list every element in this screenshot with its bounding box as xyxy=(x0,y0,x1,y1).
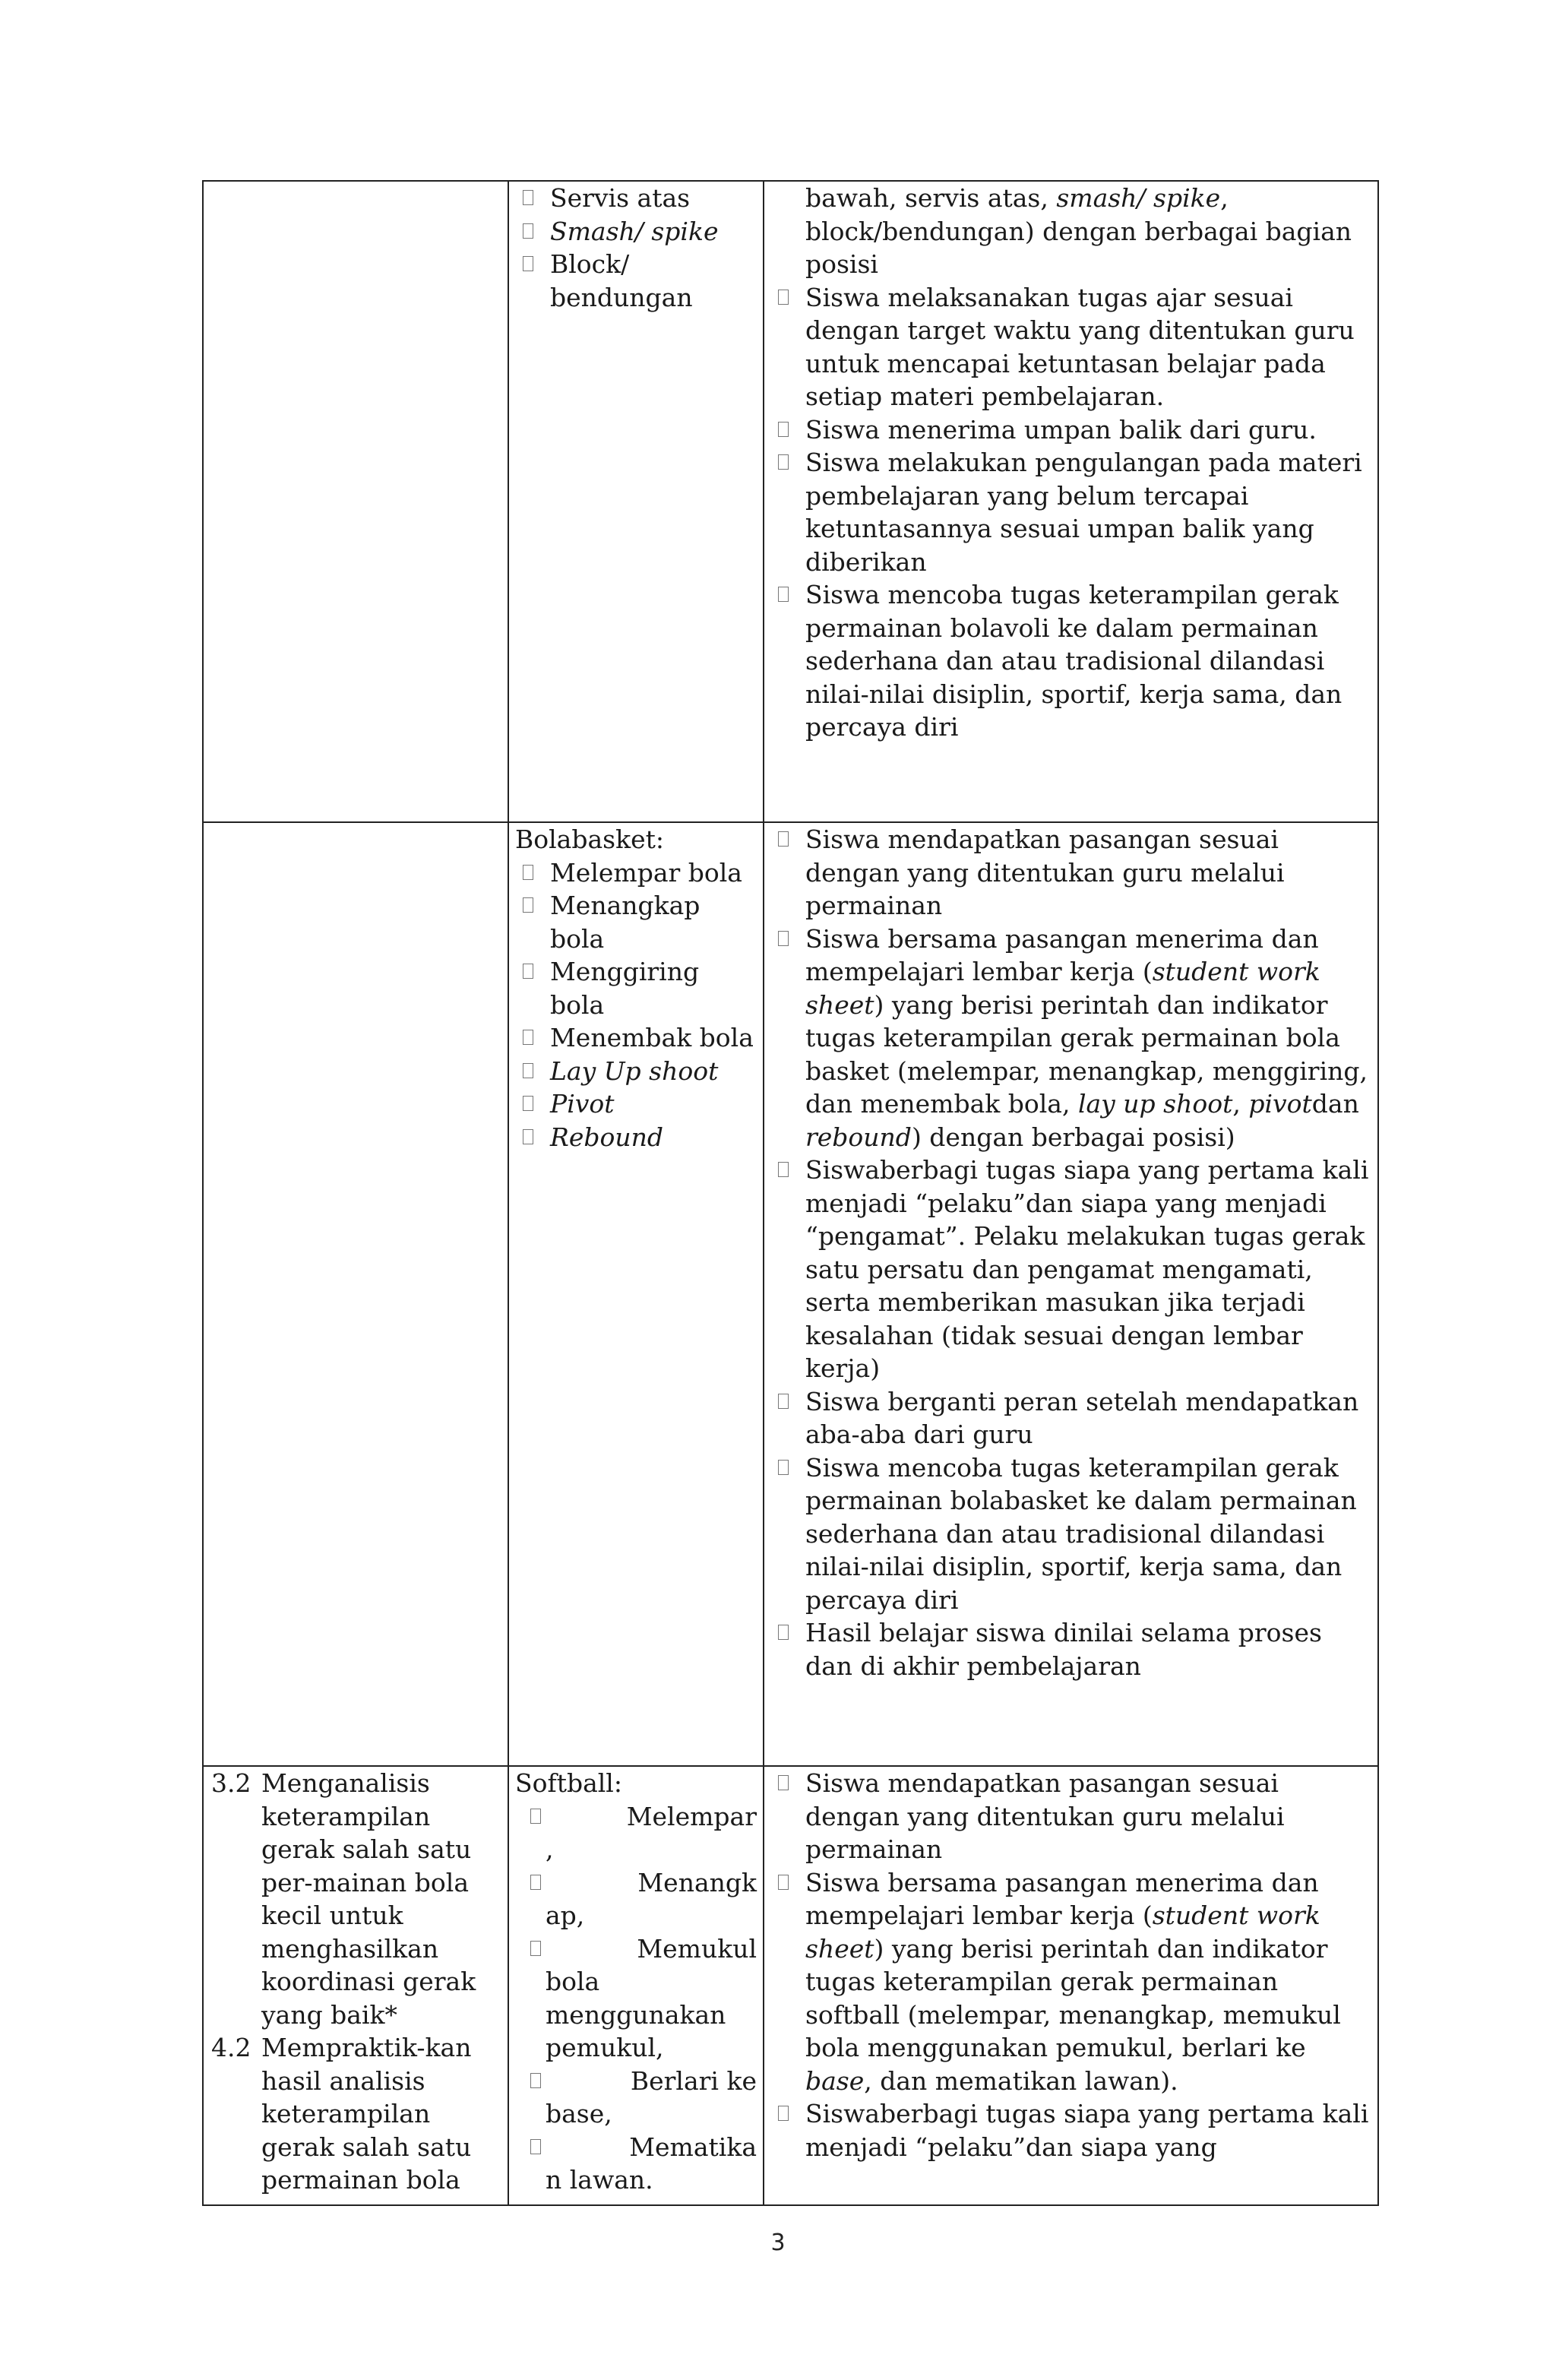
materi-item xyxy=(515,1121,757,1154)
materi-item xyxy=(515,248,757,314)
bullet-box-icon xyxy=(778,1875,789,1890)
bullet-box-icon xyxy=(523,1129,533,1144)
kegiatan-item xyxy=(770,413,1371,447)
materi-item-text: Rebound xyxy=(550,1122,663,1152)
materi-item xyxy=(515,182,757,215)
kegiatan-item-text: Siswaberbagi tugas siapa yang pertama kali menjadi “pelaku”dan siapa yang xyxy=(805,2099,1369,2162)
kegiatan-item xyxy=(770,1451,1371,1617)
bullet-box-icon xyxy=(530,1809,541,1824)
bullet-box-icon xyxy=(778,1775,789,1790)
kegiatan-item xyxy=(770,1385,1371,1451)
kegiatan-item xyxy=(770,446,1371,578)
kegiatan-item-text: Siswaberbagi tugas siapa yang pertama kali menjadi “pelaku”dan siapa yang menjadi “pengamat”. Pelaku melakukan tugas gerak satu persatu dan pengamat mengamati, serta memberikan masukan jika terjadi kesalahan (tidak sesuai dengan lembar kerja) xyxy=(805,1155,1369,1383)
materi-item-tail: , xyxy=(546,1834,554,1864)
materi-cell-bolabasket xyxy=(508,822,764,1766)
kegiatan-item-text: Siswa berganti peran setelah mendapatkan aba-aba dari guru xyxy=(805,1386,1359,1449)
materi-item-tail: base, xyxy=(546,2099,612,2128)
bullet-box-icon xyxy=(778,1394,789,1409)
materi-item xyxy=(515,1932,757,2065)
materi-item-tail: bola menggunakan pemukul, xyxy=(546,1967,726,2062)
bullet-box-icon xyxy=(530,2073,541,2088)
materi-item-text: Menembak bola xyxy=(550,1023,754,1052)
kegiatan-item-text: Siswa menerima umpan balik dari guru. xyxy=(805,414,1317,445)
kegiatan-item-text: Siswa mendapatkan pasangan sesuai dengan yang ditentukan guru melalui permainan xyxy=(805,824,1285,920)
bullet-box-icon xyxy=(778,587,789,602)
bullet-box-icon xyxy=(523,223,533,239)
kompetensi-number: 3.2 xyxy=(211,1768,251,1798)
kegiatan-item-text: Siswa melakukan pengulangan pada materi pembelajaran yang belum tercapai ketuntasannya sesuai umpan balik yang diberikan xyxy=(805,448,1362,577)
materi-item-text: Melempar bola xyxy=(550,857,742,888)
kompetensi-item xyxy=(210,1767,501,2031)
materi-item-text: Pivot xyxy=(550,1089,615,1119)
materi-item-text: Smash/ spike xyxy=(550,216,719,246)
table-row-softball xyxy=(203,1766,1378,2205)
kompetensi-cell-empty xyxy=(203,822,508,1766)
kegiatan-item xyxy=(770,281,1371,413)
materi-item xyxy=(515,2065,757,2131)
kegiatan-cell-bolavoli xyxy=(764,181,1378,822)
materi-item xyxy=(515,1866,757,1932)
kegiatan-continuation: bawah, servis atas, smash/ spike, block/bendungan) dengan berbagai bagian posisi xyxy=(805,183,1352,279)
kegiatan-cell-bolabasket xyxy=(764,822,1378,1766)
bullet-box-icon xyxy=(523,1063,533,1078)
bullet-box-icon xyxy=(778,831,789,847)
kegiatan-item-text: Siswa bersama pasangan menerima dan mempelajari lembar kerja (student work sheet) yang berisi perintah dan indikator tugas keterampilan gerak permainan bola basket (melempar, menangkap, menggiring, dan menembak bola, lay up shoot, pivotdan rebound) dengan berbagai posisi) xyxy=(805,923,1368,1152)
kegiatan-item-text: Siswa mencoba tugas keterampilan gerak permainan bolavoli ke dalam permainan sederhana dan atau tradisional dilandasi nilai-nilai disiplin, sportif, kerja sama, dan percaya diri xyxy=(805,580,1343,742)
kegiatan-item-text: Hasil belajar siswa dinilai selama proses dan di akhir pembelajaran xyxy=(805,1618,1322,1681)
materi-list xyxy=(515,856,757,1154)
bullet-box-icon xyxy=(530,1941,541,1956)
materi-item xyxy=(515,2131,757,2197)
bullet-box-icon xyxy=(778,2106,789,2121)
kompetensi-number: 4.2 xyxy=(211,2033,251,2062)
kegiatan-cell-softball xyxy=(764,1766,1378,2205)
kompetensi-text: Menganalisis keterampilan gerak salah satu per-mainan bola kecil untuk menghasilkan koordinasi gerak yang baik* xyxy=(261,1768,476,2030)
bullet-box-icon xyxy=(778,290,789,305)
materi-item xyxy=(515,1021,757,1055)
bullet-box-icon xyxy=(778,1162,789,1177)
materi-item-text: Menggiring bola xyxy=(550,957,700,1020)
materi-item-head: Mematika xyxy=(629,2132,757,2162)
bullet-box-icon xyxy=(530,1875,541,1890)
bullet-box-icon xyxy=(778,1625,789,1640)
kegiatan-item xyxy=(770,1616,1371,1682)
materi-item-head: Memukul xyxy=(637,1933,757,1964)
materi-item xyxy=(515,1087,757,1121)
bullet-box-icon xyxy=(778,454,789,470)
kegiatan-item-text: Siswa bersama pasangan menerima dan mempelajari lembar kerja (student work sheet) yang berisi perintah dan indikator tugas keterampilan gerak permainan softball (melempar, menangkap, memukul bola menggunakan pemukul, berlari ke base, dan mematikan lawan). xyxy=(805,1867,1341,2096)
bullet-box-icon xyxy=(523,256,533,271)
kegiatan-item xyxy=(770,1866,1371,2098)
materi-cell-bolavoli xyxy=(508,181,764,822)
bullet-box-icon xyxy=(778,1460,789,1475)
kompetensi-cell-empty xyxy=(203,181,508,822)
lesson-plan-table xyxy=(202,180,1379,2206)
materi-item-text: Servis atas xyxy=(550,183,691,213)
kegiatan-item xyxy=(770,1767,1371,1866)
materi-item xyxy=(515,1055,757,1088)
bullet-box-icon xyxy=(530,2139,541,2154)
bullet-box-icon xyxy=(778,422,789,437)
materi-item xyxy=(515,215,757,248)
kegiatan-item-text: Siswa mencoba tugas keterampilan gerak permainan bolabasket ke dalam permainan sederhana dan atau tradisional dilandasi nilai-nilai disiplin, sportif, kerja sama, dan percaya diri xyxy=(805,1452,1357,1615)
bullet-box-icon xyxy=(523,1030,533,1045)
kegiatan-item xyxy=(770,2097,1371,2163)
materi-list xyxy=(515,1800,757,2197)
kegiatan-item-text: Siswa mendapatkan pasangan sesuai dengan yang ditentukan guru melalui permainan xyxy=(805,1768,1285,1864)
materi-item xyxy=(515,889,757,955)
kegiatan-item xyxy=(770,823,1371,923)
materi-item-head: Menangk xyxy=(637,1867,757,1897)
materi-item-text: Block/ bendungan xyxy=(550,249,693,312)
bullet-box-icon xyxy=(523,190,533,205)
kegiatan-item xyxy=(770,578,1371,744)
bullet-box-icon xyxy=(523,865,533,880)
materi-item xyxy=(515,856,757,890)
bullet-box-icon xyxy=(523,897,533,913)
materi-item xyxy=(515,1800,757,1866)
kegiatan-item xyxy=(770,1154,1371,1385)
materi-item xyxy=(515,955,757,1021)
materi-item-text: Lay Up shoot xyxy=(550,1055,719,1086)
kegiatan-item-text: Siswa melaksanakan tugas ajar sesuai dengan target waktu yang ditentukan guru untuk mencapai ketuntasan belajar pada setiap materi pembelajaran. xyxy=(805,282,1355,411)
page-number: 3 xyxy=(770,2230,786,2256)
kompetensi-cell xyxy=(203,1766,508,2205)
kompetensi-item xyxy=(210,2031,501,2197)
materi-item-head: Melempar xyxy=(626,1801,757,1831)
bullet-box-icon xyxy=(523,964,533,979)
materi-cell-softball xyxy=(508,1766,764,2205)
materi-item-tail: ap, xyxy=(546,1901,585,1930)
kompetensi-text: Mempraktik-kan hasil analisis keterampilan gerak salah satu permainan bola xyxy=(261,2033,472,2195)
bullet-box-icon xyxy=(778,931,789,946)
materi-item-tail: n lawan. xyxy=(546,2165,653,2195)
kegiatan-item xyxy=(770,923,1371,1154)
materi-heading: Bolabasket: xyxy=(515,824,664,854)
materi-item-text: Menangkap bola xyxy=(550,891,701,954)
bullet-box-icon xyxy=(523,1096,533,1111)
materi-item-head: Berlari ke xyxy=(630,2065,757,2096)
materi-heading: Softball: xyxy=(515,1768,622,1798)
table-row-bolavoli xyxy=(203,181,1378,822)
table-row-bolabasket xyxy=(203,822,1378,1766)
